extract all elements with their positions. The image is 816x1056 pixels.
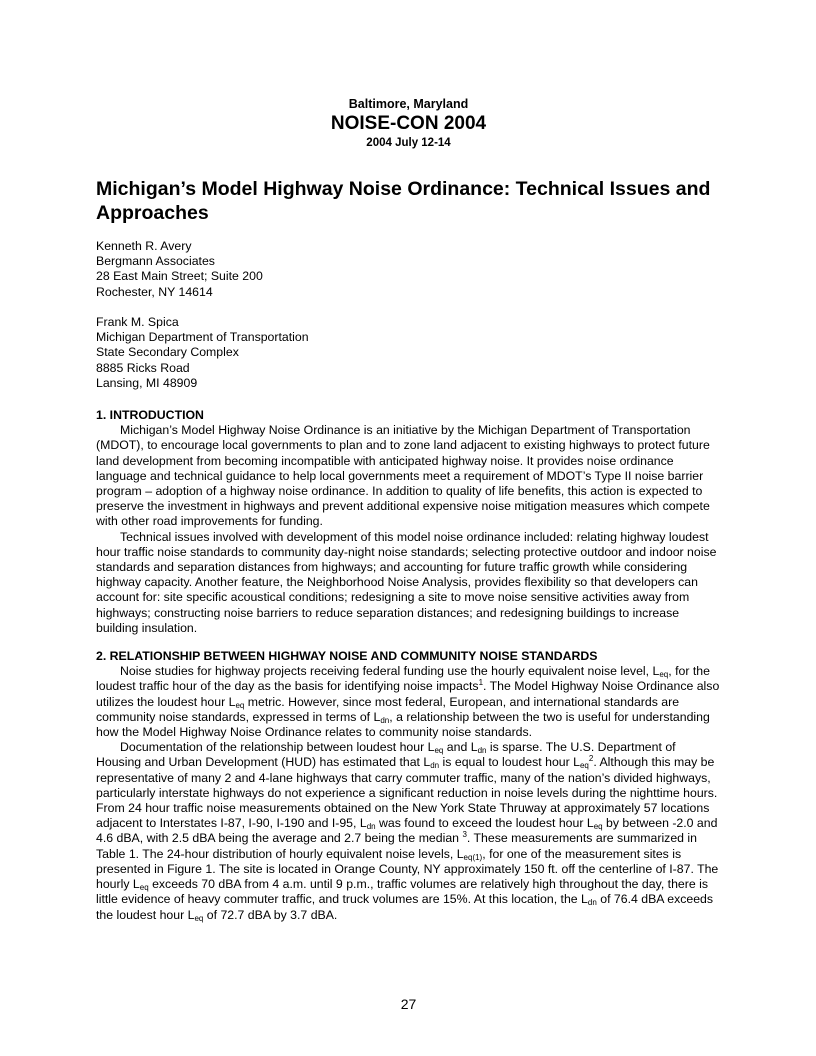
author-name: Frank M. Spica xyxy=(96,315,179,329)
page-number: 27 xyxy=(400,996,417,1012)
conference-date: 2004 July 12-14 xyxy=(366,137,451,149)
author-affiliation: Bergmann Associates xyxy=(96,254,215,269)
paragraph: Technical issues involved with development of this model noise ordinance included: relating highway loudest hour traffic noise standards to community day-night noise standards; selecting protective outdoor and indoor noise standards and separation distances from highways; and accounting for future traffic growth while considering highway capacity. Another feature, the Neighborhood Noise Analysis, provides flexibility so that developers can account for: site specific acoustical conditions; redesigning a site to move noise sensitive activities away from highways; constructing noise barriers to reduce separation distances; and redesigning buildings to increase building insulation. xyxy=(96,529,717,635)
author-address-line: Lansing, MI 48909 xyxy=(96,375,198,390)
section-heading-relationship: 2. RELATIONSHIP BETWEEN HIGHWAY NOISE AND COMMUNITY NOISE STANDARDS xyxy=(96,649,598,664)
author-address-line: 8885 Ricks Road xyxy=(96,360,190,375)
section-heading-introduction: 1. INTRODUCTION xyxy=(96,408,204,422)
paper-title: Michigan’s Model Highway Noise Ordinance: Technical Issues and Approaches xyxy=(96,178,711,224)
author-address-line: Rochester, NY 14614 xyxy=(96,284,213,299)
paper-body xyxy=(96,408,721,923)
conference-name: NOISE-CON 2004 xyxy=(330,113,487,134)
paragraph: Michigan’s Model Highway Noise Ordinance is an initiative by the Michigan Department of Transportation (MDOT), to encourage local governments to plan and to zone land adjacent to existing highways to protect future land development from becoming incompatible with anticipated highway noise. It provides noise ordinance language and technical guidance to help local governments meet a requirement of MDOT’s Type II noise barrier program – adoption of a highway noise ordinance. In addition to quality of life benefits, this action is expected to preserve the investment in highways and prevent additional expensive noise mitigation measures which compete with other road improvements for funding. xyxy=(96,423,710,529)
author-block xyxy=(96,239,721,406)
author-name: Kenneth R. Avery xyxy=(96,239,192,253)
author-address-line: State Secondary Complex xyxy=(96,345,239,360)
author-address-line: 28 East Main Street; Suite 200 xyxy=(96,269,263,284)
author-affiliation: Michigan Department of Transportation xyxy=(96,330,309,345)
paragraph: Noise studies for highway projects receiving federal funding use the hourly equivalent noise level, $L_{eq}$, for the loudest traffic hour of the day as the basis for identifying noise impacts$^1$. The Model Highway Noise Ordinance also utilizes the loudest hour $L_{eq}$ metric. However, since most federal, European, and international standards are community noise standards, expressed in terms of $L_{dn}$, a relationship between the two is useful for understanding how the Model Highway Noise Ordinance relates to community noise standards. xyxy=(96,664,720,740)
conference-location: Baltimore, Maryland xyxy=(348,97,469,111)
author-2 xyxy=(96,315,721,391)
author-1 xyxy=(96,239,721,300)
paragraph: Documentation of the relationship between loudest hour $L_{eq}$ and $L_{dn}$ is sparse. The U.S. Department of Housing and Urban Development (HUD) has estimated that $L_{dn}$ is equal to loudest hour $L_{eq}^2$. Although this may be representative of many 2 and 4-lane highways that carry commuter traffic, many of the nation’s divided highways, particularly interstate highways do not experience a significant reduction in noise levels during the nighttime hours. From 24 hour traffic noise measurements obtained on the New York State Thruway at approximately 57 locations adjacent to Interstates I-87, I-90, I-190 and I-95, $L_{dn}$ was found to exceed the loudest hour $L_{eq}$ by between -2.0 and 4.6 dBA, with 2.5 dBA being the average and 2.7 being the median $^3$. These measurements are summarized in Table 1. The 24-hour distribution of hourly equivalent noise levels, $L_{eq(1)}$, for one of the measurement sites is presented in Figure 1. The site is located in Orange County, NY approximately 150 ft. off the centerline of I-87. The hourly $L_{eq}$ exceeds 70 dBA from 4 a.m. until 9 p.m., traffic volumes are relatively high throughout the day, there is little evidence of heavy commuter traffic, and truck volumes are 15%. At this location, the $L_{dn}$ of 76.4 dBA exceeds the loudest hour $L_{eq}$ of 72.7 dBA by 3.7 dBA. xyxy=(96,740,719,923)
